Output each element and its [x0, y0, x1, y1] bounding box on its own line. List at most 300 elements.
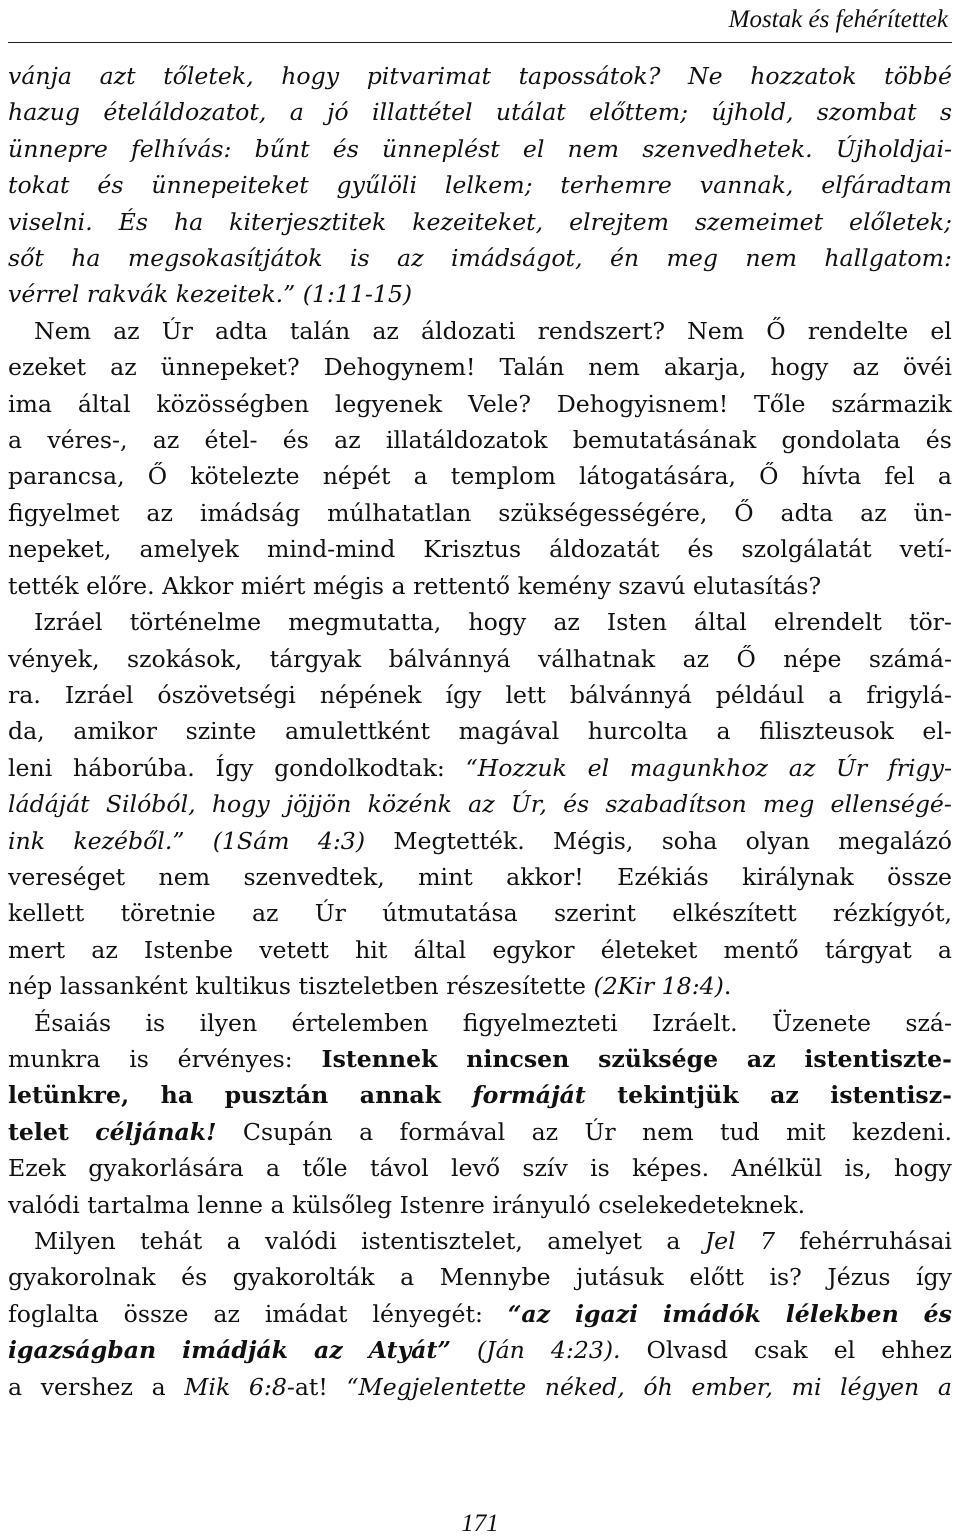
word: is: [145, 1008, 166, 1037]
word: Mik: [184, 1372, 231, 1401]
word: a: [226, 1227, 241, 1255]
text-line: [8, 750, 952, 786]
word: királynak: [742, 862, 854, 891]
word: “Megjelentette: [346, 1372, 527, 1401]
word: amulettként: [284, 717, 430, 746]
word: Mégis,: [553, 826, 634, 855]
word: bűnt: [254, 134, 310, 163]
word: figyelmezteti: [462, 1008, 618, 1037]
word: meg: [666, 244, 718, 273]
word: vannak,: [699, 171, 794, 200]
text-line: [8, 604, 952, 640]
text-line: [8, 495, 952, 531]
word: tör-: [908, 608, 952, 637]
word: ember,: [691, 1372, 773, 1401]
word: vershez: [40, 1372, 133, 1401]
word: istentisz-: [830, 1081, 952, 1110]
word: össze: [123, 1299, 189, 1328]
word: Izráel: [34, 608, 103, 637]
word: az: [110, 353, 137, 382]
word: Dehogynem!: [323, 353, 476, 382]
text-line: [8, 1259, 952, 1295]
word: Megtették.: [393, 826, 525, 855]
word: meg: [762, 790, 815, 819]
word: a: [289, 98, 304, 127]
word: “az: [507, 1299, 551, 1328]
word: megsokasítjátok: [127, 244, 323, 273]
text-line: [8, 1187, 952, 1223]
word: előtt: [689, 1263, 744, 1292]
word: talán: [289, 316, 351, 345]
word: nincsen: [466, 1044, 570, 1073]
word: a: [716, 717, 731, 746]
word: az: [397, 244, 424, 273]
word: nem: [158, 862, 211, 891]
word: imádat: [264, 1299, 348, 1328]
text-line: [8, 968, 952, 1004]
word: újhold,: [711, 98, 794, 127]
text-line: [8, 1369, 952, 1405]
word: a: [270, 1190, 285, 1219]
word: véres-,: [47, 426, 128, 455]
word: ilyen: [199, 1008, 258, 1037]
word: elkészített: [672, 899, 797, 928]
word: hogy: [770, 353, 829, 382]
word: ehhez: [881, 1336, 952, 1365]
word: megmutatta,: [288, 608, 442, 637]
word: (2Kir: [593, 972, 655, 1001]
word: fel: [884, 462, 915, 491]
word: mégis: [312, 571, 385, 600]
word: rézkígyót,: [832, 899, 952, 928]
word: hallgatom:: [824, 244, 952, 273]
word: rendszert?: [537, 316, 666, 345]
word: így: [445, 680, 482, 709]
word: előre.: [86, 571, 155, 600]
text-line: [8, 422, 952, 458]
word: Úr: [584, 1117, 616, 1146]
word: az: [531, 1117, 559, 1146]
word: mert: [8, 935, 66, 964]
word: annak: [359, 1081, 442, 1110]
word: hogy: [281, 62, 340, 90]
word: Olvasd: [646, 1336, 729, 1365]
running-title: Mostak és fehérítettek: [728, 6, 948, 33]
text-line: [8, 167, 952, 203]
word: el-: [922, 717, 952, 746]
word: Ne: [687, 62, 723, 90]
word: kezeitek.”: [175, 280, 296, 309]
word: Újholdjai-: [835, 134, 952, 163]
word: Úr,: [510, 790, 547, 819]
word: által: [413, 935, 467, 964]
word: igazi: [575, 1299, 639, 1328]
text-line: [8, 568, 952, 604]
word: az: [334, 426, 361, 455]
word: szá-: [905, 1008, 952, 1037]
word: az: [152, 426, 180, 455]
word: látogatására,: [578, 462, 737, 491]
word: háborúba.: [73, 753, 195, 782]
word: gyakorlására: [88, 1154, 244, 1183]
text-line: [8, 1332, 952, 1368]
word: És: [118, 207, 149, 236]
word: Ő: [736, 644, 756, 673]
word: hit: [355, 935, 388, 964]
word: tették: [8, 571, 79, 600]
word: szombat: [816, 98, 917, 127]
word: ellenségé-: [830, 790, 952, 819]
word: is: [129, 1044, 149, 1073]
word: rettentő: [413, 571, 511, 600]
word: mint: [418, 862, 473, 891]
word: kezdeni.: [851, 1117, 952, 1146]
word: külsőleg: [292, 1190, 393, 1219]
word: jutásuk: [576, 1263, 664, 1292]
word: által: [694, 608, 747, 637]
word: adta: [215, 316, 268, 345]
word: ételáldozatot,: [103, 98, 267, 127]
word: képes.: [632, 1154, 710, 1183]
word: össze: [887, 862, 952, 891]
word: terhemre: [560, 171, 672, 200]
word: tiszteletben: [298, 972, 439, 1001]
word: Ésaiás: [34, 1008, 112, 1037]
word: el: [522, 134, 545, 163]
word: ink: [8, 826, 46, 855]
word: áldozati: [420, 316, 516, 345]
word: adta: [780, 498, 834, 527]
word: Üzenete: [772, 1008, 871, 1037]
word: elfáradtam: [821, 171, 952, 200]
word: lelkem;: [444, 171, 533, 200]
word: Izráel: [64, 680, 134, 709]
word: az: [468, 790, 495, 819]
text-line: [8, 94, 952, 130]
word: Nem: [34, 316, 91, 345]
word: vények,: [8, 644, 100, 673]
word: népének: [319, 680, 422, 709]
word: frigylá-: [866, 680, 952, 709]
word: hogy: [211, 790, 270, 819]
word: elrendelt: [773, 608, 882, 637]
word: szemeimet: [694, 207, 824, 236]
word: válhatnak: [537, 644, 656, 673]
word: szavú: [618, 571, 686, 600]
word: figyelmet: [8, 498, 120, 527]
word: valódi: [8, 1190, 80, 1219]
word: és: [97, 171, 124, 200]
word: tapossátok?: [518, 62, 661, 90]
word: ra.: [8, 680, 41, 709]
word: (Ján: [476, 1336, 525, 1365]
word: legyenek: [334, 389, 443, 418]
word: imádják: [182, 1336, 289, 1365]
word: is,: [844, 1154, 872, 1183]
word: ládáját: [8, 790, 90, 819]
word: miért: [240, 571, 306, 600]
word: történelme: [129, 608, 262, 637]
word: ha: [71, 244, 101, 273]
word: cselekedeteknek.: [598, 1190, 806, 1219]
word: néked,: [544, 1372, 625, 1401]
word: az: [372, 316, 399, 345]
word: vetí-: [899, 535, 952, 564]
word: utálat: [495, 98, 566, 127]
word: tőle: [302, 1154, 348, 1183]
word: a: [151, 1372, 166, 1401]
word: Jel: [704, 1227, 736, 1255]
word: tárgyak: [269, 644, 362, 673]
word: leni: [8, 753, 53, 782]
text-line: [8, 58, 952, 94]
word: és: [923, 1299, 952, 1328]
word: többé: [884, 62, 952, 90]
word: múlhatatlan: [327, 498, 472, 527]
word: nem: [745, 244, 797, 273]
word: elrejtem: [569, 207, 669, 236]
word: formáját: [472, 1081, 586, 1110]
text-line: [8, 1296, 952, 1332]
word: Úr: [314, 899, 346, 928]
word: így: [916, 1263, 952, 1292]
word: a: [828, 680, 843, 709]
text-line: [8, 1150, 952, 1186]
word: és: [687, 535, 714, 564]
word: Nem: [687, 316, 745, 345]
word: frigy-: [887, 753, 952, 782]
word: bálvánnyá: [569, 680, 692, 709]
word: életeket: [600, 935, 698, 964]
word: foglalta: [8, 1299, 99, 1328]
word: gyakorolták: [232, 1263, 375, 1292]
word: szinte: [185, 717, 257, 746]
word: gyűlöli: [336, 171, 418, 200]
word: szabadítson: [605, 790, 747, 819]
word: a: [391, 571, 406, 600]
word: Atyát”: [368, 1336, 451, 1365]
word: ünnepeiteket: [151, 171, 309, 200]
word: az: [146, 498, 173, 527]
word: a: [359, 1117, 374, 1146]
word: magával: [458, 717, 560, 746]
word: sőt: [8, 244, 44, 273]
word: letünkre,: [8, 1081, 130, 1110]
word: Ő: [766, 316, 786, 345]
word: származik: [831, 389, 952, 418]
word: istentiszte-: [804, 1044, 952, 1073]
text-line: [8, 1223, 952, 1259]
page-number: 171: [461, 1510, 499, 1537]
word: közösségben: [156, 389, 310, 418]
word: mentő: [723, 935, 799, 964]
word: formával: [399, 1117, 506, 1146]
word: céljának!: [95, 1117, 217, 1146]
word: egykor: [492, 935, 575, 964]
word: a: [937, 462, 952, 491]
word: távol: [370, 1154, 429, 1183]
word: és: [282, 426, 309, 455]
word: Ő: [759, 462, 779, 491]
word: olyan: [745, 826, 810, 855]
word: mind-mind: [266, 535, 396, 564]
word: előttem;: [589, 98, 689, 127]
word: Istennek: [321, 1044, 438, 1073]
word: értelemben: [291, 1008, 429, 1037]
word: Dehogyisnem!: [556, 389, 729, 418]
text-line: [8, 204, 952, 240]
word: tehát: [140, 1227, 203, 1255]
word: templom: [450, 462, 556, 491]
word: tekintjük: [617, 1081, 739, 1110]
word: az: [113, 316, 140, 345]
word: kemény: [517, 571, 611, 600]
word: “Hozzuk: [465, 753, 567, 782]
word: például: [715, 680, 805, 709]
word: da,: [8, 717, 45, 746]
word: a: [266, 1154, 281, 1183]
text-line: [8, 677, 952, 713]
word: pitvarimat: [366, 62, 491, 90]
word: is: [590, 1154, 610, 1183]
word: (1:11-15): [302, 280, 413, 309]
word: mi: [791, 1372, 822, 1401]
word: által: [77, 389, 131, 418]
word: jó: [327, 98, 349, 127]
word: elutasítás?: [692, 571, 822, 600]
word: Isten: [606, 608, 667, 637]
word: vánja: [8, 62, 72, 90]
word: a: [8, 1372, 23, 1401]
text-line: [8, 386, 952, 422]
word: levő: [450, 1154, 501, 1183]
word: akkor!: [506, 862, 584, 891]
word: útmutatása: [382, 899, 518, 928]
word: viselni.: [8, 207, 93, 236]
word: ószövetségi: [157, 680, 296, 709]
word: imádság: [199, 498, 301, 527]
word: kötelezte: [190, 462, 300, 491]
text-line: [8, 276, 952, 312]
word: kezéből.”: [73, 826, 185, 855]
text-line: [8, 240, 952, 276]
word: lassanként: [59, 972, 188, 1001]
word: hívta: [801, 462, 862, 491]
word: szüksége: [598, 1044, 719, 1073]
word: nép: [8, 972, 53, 1001]
word: az: [788, 753, 816, 782]
word: nepeket,: [8, 535, 112, 564]
word: tokat: [8, 171, 70, 200]
word: érvényes:: [177, 1044, 293, 1073]
word: Ezékiás: [617, 862, 709, 891]
word: Ő: [147, 462, 168, 491]
word: ha: [160, 1081, 194, 1110]
word: el: [833, 1336, 856, 1365]
word: az: [770, 1081, 799, 1110]
word: szív: [522, 1154, 568, 1183]
word: Anélkül: [731, 1154, 823, 1183]
word: kultikus: [195, 972, 291, 1001]
word: Jézus: [827, 1263, 891, 1292]
word: hurcolta: [587, 717, 688, 746]
word: a: [937, 935, 952, 964]
word: az: [91, 935, 118, 964]
text-line: [8, 786, 952, 822]
word: közénk: [367, 790, 452, 819]
word: el: [587, 753, 610, 782]
word: az: [213, 1299, 240, 1328]
word: imádságot,: [450, 244, 583, 273]
word: 4:23).: [550, 1336, 621, 1365]
text-line: [8, 1077, 952, 1113]
word: a: [937, 1372, 952, 1401]
word: és: [563, 790, 590, 819]
word: a: [8, 426, 23, 455]
word: jöjjön: [285, 790, 352, 819]
text-line: [8, 932, 952, 968]
word: filiszteusok: [759, 717, 894, 746]
word: is?: [769, 1263, 802, 1292]
word: hogy: [894, 1154, 952, 1183]
word: Milyen: [34, 1227, 116, 1255]
word: istentisztelet,: [361, 1227, 523, 1255]
word: bemutatásának: [572, 426, 757, 455]
word: 7: [760, 1227, 776, 1255]
word: Vele?: [468, 389, 532, 418]
word: óh: [643, 1372, 673, 1401]
word: áldozatát: [549, 535, 660, 564]
word: ünnepeket?: [160, 353, 300, 382]
word: rendelte: [807, 316, 909, 345]
word: pusztán: [224, 1081, 329, 1110]
word: az: [553, 608, 580, 637]
word: Úr: [836, 753, 868, 782]
word: vetett: [259, 935, 329, 964]
word: az: [860, 498, 887, 527]
text-line: [8, 641, 952, 677]
word: az: [251, 899, 279, 928]
word: lényegét:: [372, 1299, 483, 1328]
word: lett: [505, 680, 546, 709]
word: parancsa,: [8, 462, 125, 491]
word: Akkor: [162, 571, 234, 600]
word: a: [400, 1263, 415, 1292]
word: Ezek: [8, 1154, 66, 1183]
word: előletek;: [849, 207, 952, 236]
text-line: [8, 458, 952, 494]
word: akarja,: [663, 353, 747, 382]
word: gondolata: [781, 426, 901, 455]
word: megalázó: [838, 826, 952, 855]
word: övéi: [902, 353, 952, 382]
word: Krisztus: [423, 535, 522, 564]
word: amikor: [73, 717, 158, 746]
word: bálvánnyá: [388, 644, 511, 673]
word: valódi: [265, 1227, 337, 1255]
word: tárgyat: [824, 935, 912, 964]
word: kezeiteket,: [412, 207, 544, 236]
word: ünneplést: [381, 134, 500, 163]
word: szenvedhetek.: [642, 134, 813, 163]
word: vereséget: [8, 862, 126, 891]
word: lélekben: [785, 1299, 899, 1328]
word: lenne: [197, 1190, 264, 1219]
word: légyen: [840, 1372, 920, 1401]
word: nem: [567, 134, 620, 163]
text-line: [8, 313, 952, 349]
word: igazságban: [8, 1336, 157, 1365]
